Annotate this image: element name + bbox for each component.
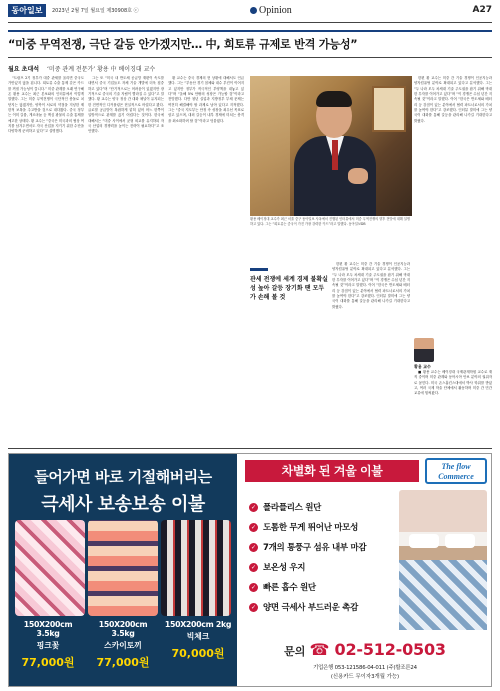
byline-role: ‘미중 관계 전문가’ 황용 中 베이징대 교수: [47, 66, 156, 73]
blanket-image-sky: [88, 520, 158, 616]
blanket-image-check: [161, 520, 231, 616]
advertisement[interactable]: [8, 453, 492, 687]
feature-list: [249, 498, 399, 618]
section-label: [250, 5, 292, 16]
bank-account: 기업은행 053-121586-04-011 (주)할조른24: [313, 665, 417, 671]
check-icon: ✓: [250, 523, 257, 531]
article-column-5: [414, 76, 492, 334]
product-size: 150X200cm 2kg: [164, 620, 232, 629]
dateline: 2023년 2월 7일 월요일 제30908호 ⓒ: [52, 8, 139, 14]
section-dot-icon: [250, 7, 257, 14]
product-price: 77,000원: [21, 656, 75, 669]
article-paragraph: “트럼프 2기 정부가 대중 관세를 올리면 중국도 가만있지 않을 겁니다. 희토류 수출 통제 같은 카드를 꺼낼 가능성이 큽니다.” 미중 관계를 오래 연구해온 황용 교수는 최근 본보와의 인터뷰에서 이렇게 말했다. 그는 미중 무역전쟁이 극단적인 충돌로 치닫지는 않겠지만, 양측이 서로의 약점을 겨냥한 제한적 보복을 주고받을 것으로 내다봤다. 중국 정부는 이미 갈륨, 게르마늄 등 핵심 광물의 수출 통제를 예고한 상태다. 황 교수는 “중국은 미국과의 협상 여지를 남겨두면서도 자국 산업을 지키기 위한 수단을 다양하게 준비하고 있다”고 설명했다.: [8, 76, 84, 134]
profile-photo: [414, 338, 434, 362]
feature-item: ✓ 7개의 통풍구 섬유 내부 마감: [250, 543, 367, 553]
blanket-image-pink: [15, 520, 85, 616]
pull-quote-text: 관세 전쟁에 세계 경제 불확실성 높아 갈등 장기화 땐 모두가 손해 볼 것: [250, 276, 328, 301]
pull-quote: [250, 268, 328, 302]
article-column-2: [88, 76, 164, 444]
masthead: [0, 0, 500, 24]
product-price: 77,000원: [96, 656, 150, 669]
author-profile: [414, 338, 492, 370]
interview-photo: [250, 76, 412, 216]
phone-number[interactable]: ☎ 02-512-0503: [309, 640, 446, 659]
article-paragraph: 그는 또 “미국 내 반도체 공급망 재편이 속도를 내면서 중국 기업들도 자체 기술 개발에 더욱 집중하고 있다”며 “단기적으로는 어려움이 있겠지만 장기적으로 중국의 기술 자립이 빨라질 수 있다”고 말했다. 황 교수는 양국 정상 간 대화 채널이 유지되는 한 전면적인 디커플링은 현실적으로 어렵다고 봤다. 글로벌 공급망이 복잡하게 얽혀 있어 어느 한쪽이 일방적으로 관계를 끊기 어렵다는 것이다. 한국에 대해서는 “미중 사이에서 균형 외교를 유지하되 자국 산업의 경쟁력을 높이는 전략이 필요하다”고 조언했다.: [88, 76, 164, 134]
ad-left-panel: [9, 454, 237, 686]
article-paragraph: 한편 황 교수는 미중 간 기술 경쟁이 인공지능과 양자컴퓨팅 분야로 확대되고 있다고 분석했다. 그는 “두 나라 모두 차세대 기술 주도권을 잡기 위해 막대한 투자를 이어가고 있다”며 “이 경쟁은 수십 년간 지속될 것”이라고 말했다. 이어 “한국은 반도체와 배터리 등 강점이 있는 분야에서 협력 파트너로서의 가치를 높여야 한다”고 강조했다. 인터뷰 말미에 그는 양국이 대화를 통해 갈등을 관리해 나가길 기대한다고 밝혔다.: [332, 262, 410, 309]
byline: [8, 64, 244, 73]
check-icon: ✓: [250, 563, 257, 571]
feature-item: ✓ 도톰한 무게 뛰어난 마모성: [250, 523, 358, 533]
ad-right-panel: [239, 454, 491, 686]
product-size: 150X200cm 3.5kg: [98, 620, 148, 638]
check-icon: ✓: [250, 503, 257, 511]
product-size: 150X200cm 3.5kg: [23, 620, 73, 638]
brand-logo: The flow Commerce: [425, 458, 487, 484]
ad-right-title: 차별화 된 겨울 이불: [245, 460, 419, 482]
feature-item: ✓ 양면 극세사 부드러운 촉감: [250, 603, 358, 613]
check-icon: ✓: [250, 543, 257, 551]
contact-label: 문의: [284, 645, 306, 658]
check-icon: ✓: [250, 603, 257, 611]
page-number: A27: [472, 5, 492, 15]
product-item: [86, 620, 160, 670]
article-column-4: [332, 262, 410, 444]
article-paragraph: 한편 황 교수는 미중 간 기술 경쟁이 인공지능과 양자컴퓨팅 분야로 확대되고 있다고 분석했다. 그는 “두 나라 모두 차세대 기술 주도권을 잡기 위해 막대한 투자를 이어가고 있다”며 “이 경쟁은 수십 년간 지속될 것”이라고 말했다. 이어 “한국은 반도체와 배터리 등 강점이 있는 분야에서 협력 파트너로서의 가치를 높여야 한다”고 강조했다. 인터뷰 말미에 그는 양국이 대화를 통해 갈등을 관리해 나가길 기대한다고 밝혔다.: [414, 76, 492, 123]
payment-note: (신용카드 무이자3개월 가능): [330, 674, 400, 680]
section-name: Opinion: [259, 5, 292, 16]
feature-item: ✓ 빠른 흡수 원단: [250, 583, 316, 593]
blanket-images: [15, 520, 231, 616]
ad-left-title: 들어가면 바로 기절해버리는: [34, 468, 212, 486]
profile-bio: [414, 370, 492, 444]
product-item: [11, 620, 85, 670]
quote-mark: [250, 268, 268, 271]
article-column-3: [168, 76, 244, 444]
profile-name: 황용 교수: [414, 364, 431, 369]
feature-item: ✓ 폴라플리스 원단: [250, 503, 322, 513]
article-paragraph: 황 교수는 중국 경제의 현 상황에 대해서도 언급했다. 그는 “부동산 경기 침체와 내수 부진이 이어지고 있지만 정부가 적극적인 부양책을 내놓고 있다”며 “올해 5% 안팎의 성장은 가능할 것”이라고 전망했다. 다만 청년 실업과 지방정부 부채 문제는 여전히 해결해야 할 과제로 남아 있다고 지적했다. 그는 “중국 지도부는 안정 속 성장을 최우선 목표로 삼고 있으며, 대외 갈등이 내부 경제에 미치는 충격을 최소화하려 할 것”이라고 덧붙였다.: [168, 76, 244, 123]
product-name: 스카이토끼: [104, 641, 142, 650]
newspaper-logo: 동아일보: [8, 4, 46, 17]
article-column-1: [8, 76, 84, 444]
product-price: 70,000원: [171, 647, 225, 660]
product-name: 빅체크: [186, 632, 210, 641]
profile-bio-text: ■ 황용 교수는 베이징대 국제관계학원 교수로 재직 중이며 미중 관계와 동아시아 안보 분야의 권위자로 꼽힌다. 미국 존스홉킨스대에서 박사 학위를 받았고, 여러 국제 학술 단체에서 활동하며 미중 간 민간 교류에 힘써왔다.: [414, 370, 492, 396]
product-name: 핑크꽃: [36, 641, 60, 650]
masthead-rule: [8, 22, 492, 23]
check-icon: ✓: [250, 583, 257, 591]
byline-name: 월요 초대석: [8, 66, 40, 73]
bedroom-image: [399, 490, 487, 630]
product-item: [161, 620, 235, 661]
ad-top-rule: [8, 448, 492, 449]
headline-top-rule: [8, 30, 492, 32]
feature-item: ✓ 보온성 우지: [250, 563, 306, 573]
headline-bottom-rule: [8, 57, 492, 58]
photo-caption: 황용 베이징대 교수가 최근 서울 중구 동아일보 사옥에서 진행된 인터뷰에서 미중 무역전쟁의 향후 전망에 대해 설명하고 있다. 그는 “희토류는 중국이 가진 가장 강력한 카드”라고 말했다. 동아일보DB: [250, 217, 410, 226]
ad-left-subtitle: 극세사 보송보송 이불: [41, 494, 205, 515]
article-headline: “미중 무역전쟁, 극단 갈등 안가겠지만… 中, 희토류 규제로 반격 가능성”: [8, 38, 358, 51]
contact-block: [239, 640, 491, 680]
